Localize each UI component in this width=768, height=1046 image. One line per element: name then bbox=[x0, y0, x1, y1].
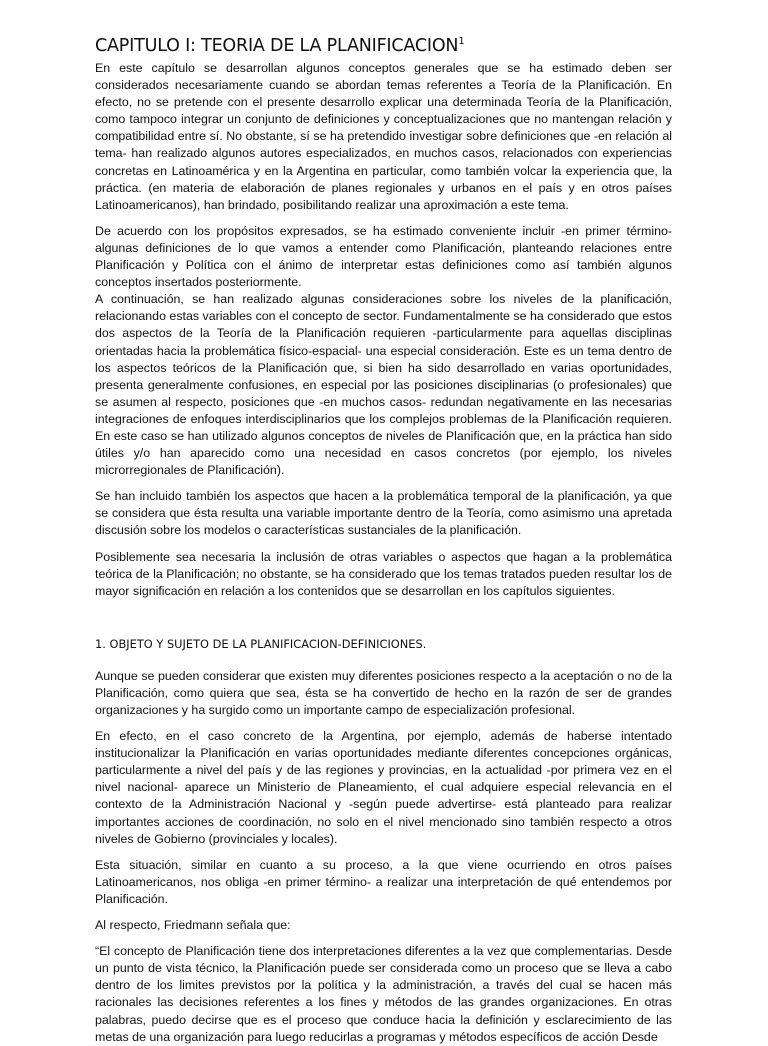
intro-paragraph-5: Posiblemente sea necesaria la inclusión de otras variables o aspectos que hagan a la problemática teórica de la Planificación; no obstante, se ha considerado que los temas tratados pueden resultar los de mayor significación en relación a los contenidos que se desarrollan en los capítulos siguientes. bbox=[95, 549, 672, 598]
section-paragraph-2: En efecto, en el caso concreto de la Argentina, por ejemplo, además de haberse intentado institucionalizar la Planificación en varias oportunidades mediante diferentes concepciones orgánicas, particularmente a nivel del país y de las regiones y provincias, en la actualidad -por primera vez en el nivel nacional- aparece un Ministerio de Planeamiento, el cual adquiere especial relevancia en el contexto de la Administración Nacional y -según puede advertirse- está planteado para realizar importantes acciones de coordinación, no solo en el nivel mencionado sino también respecto a otros niveles de Gobierno (provinciales y locales). bbox=[95, 729, 672, 846]
quote-paragraph: “El concepto de Planificación tiene dos interpretaciones diferentes a la vez que complementarias. Desde un punto de vista técnico, la Planificación puede ser considerada como un proceso que se lleva a cabo dentro de los limites previstos por la política y la administración, a través del cual se hacen más racionales las decisiones referentes a los fines y métodos de las grandes organizaciones. En otras palabras, puedo decirse que es el proceso que conduce hacia la definición y esclarecimiento de las metas de una organización para luego reducirlas a programas y métodos específicos de acción Desde bbox=[95, 944, 672, 1044]
chapter-title-text: CAPITULO I: TEORIA DE LA PLANIFICACION bbox=[95, 36, 459, 56]
chapter-title bbox=[95, 34, 672, 58]
intro-paragraph-1: En este capítulo se desarrollan algunos conceptos generales que se ha estimado deben ser considerados necesariamente cuando se abordan temas referentes a Teoría de la Planificación. En efecto, no se pretende con el presente desarrollo explicar una determinada Teoría de la Planificación, como tampoco integrar un conjunto de definiciones y conceptualizaciones que no mantengan relación y compatibilidad entre sí. No obstante, sí se ha pretendido investigar sobre definiciones que -en relación al tema- han realizado algunos autores especializados, en muchos casos, relacionados con experiencias concretas en Latinoamérica y en la Argentina en particular, como también volcar la experiencia que, la práctica. (en materia de elaboración de planes regionales y urbanos en el país y en otros países Latinoamericanos), han brindado, posibilitando realizar una aproximación a este tema. bbox=[95, 61, 672, 212]
footnote-reference[interactable]: 1 bbox=[458, 36, 465, 47]
intro-paragraph-2: De acuerdo con los propósitos expresados, se ha estimado conveniente incluir -en primer término- algunas definiciones de lo que vamos a entender como Planificación, planteando relaciones entre Planificación y Política con el ánimo de interpretar estas definiciones como así también algunos conceptos insertados posteriormente. bbox=[95, 223, 672, 290]
document-page bbox=[95, 34, 672, 1046]
intro-paragraph-4: Se han incluido también los aspectos que hacen a la problemática temporal de la planificación, ya que se considera que ésta resulta una variable importante dentro de la Teoría, como asimismo una apretada discusión sobre los modelos o características sustanciales de la planificación. bbox=[95, 489, 672, 538]
section-paragraph-4: Al respecto, Friedmann señala que: bbox=[95, 918, 291, 933]
section-paragraph-3: Esta situación, similar en cuanto a su proceso, a la que viene ocurriendo en otros países Latinoamericanos, nos obliga -en primer término- a realizar una interpretación de qué entendemos por Planificación. bbox=[95, 857, 672, 906]
section-paragraph-1: Aunque se pueden considerar que existen muy diferentes posiciones respecto a la aceptación o no de la Planificación, como quiera que sea, ésta se ha convertido de hecho en la razón de ser de grandes organizaciones y ha surgido como un importante campo de especialización profesional. bbox=[95, 668, 672, 717]
intro-paragraph-3: A continuación, se han realizado algunas consideraciones sobre los niveles de la planificación, relacionando estas variables con el concepto de sector. Fundamentalmente se ha considerado que estos dos aspectos de la Teoría de la Planificación requieren -particularmente para aquellas disciplinas orientadas hacia la problemática físico-espacial- una especial consideración. Este es un tema dentro de los aspectos teóricos de la Planificación que, si bien ha sido desarrollado en varias oportunidades, presenta generalmente confusiones, en especial por las posiciones disciplinarias (o profesionales) que se asumen al respecto, posiciones que -en muchos casos- redundan negativamente en las necesarias integraciones de enfoques interdisciplinarios que los complejos problemas de la Planificación requieren. En este caso se han utilizado algunos conceptos de niveles de Planificación que, en la práctica han sido útiles y/o han aparecido como una necesidad en casos concretos (por ejemplo, los niveles microrregionales de Planificación). bbox=[95, 292, 672, 478]
section-heading: 1. OBJETO Y SUJETO DE LA PLANIFICACION-DEFINICIONES. bbox=[95, 636, 427, 651]
